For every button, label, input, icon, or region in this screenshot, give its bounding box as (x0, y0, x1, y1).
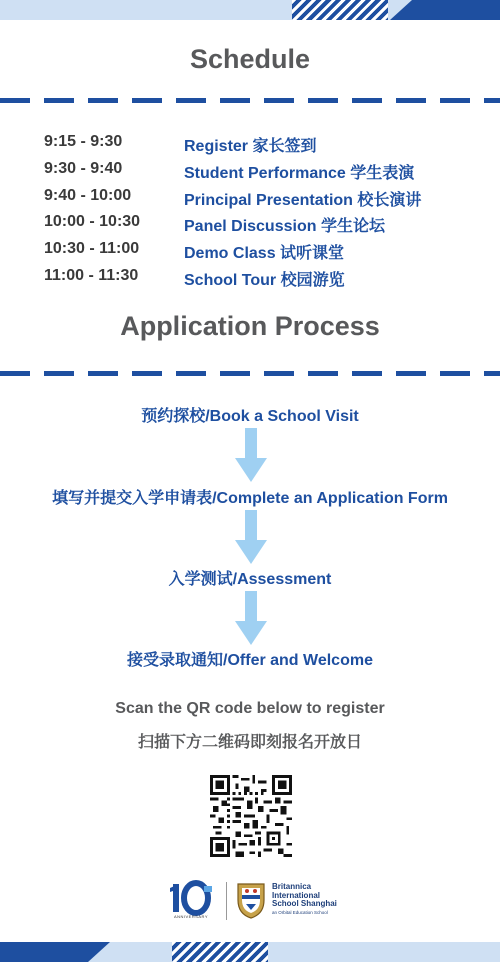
school-name-line: International (272, 890, 321, 900)
school-crest (234, 880, 268, 920)
schedule-time: 9:40 - 10:00 (44, 186, 132, 204)
schedule-title: Schedule (189, 44, 311, 74)
top-dark-block (390, 0, 500, 20)
schedule-event: Student Performance 学生表演 (184, 164, 415, 182)
schedule-time: 10:30 - 11:00 (44, 240, 140, 258)
bottom-decorative-band (0, 942, 500, 962)
down-arrow-icon (235, 591, 267, 645)
schedule-time: 10:00 - 10:30 (44, 213, 141, 231)
schedule-event: Demo Class 试听课堂 (184, 245, 345, 263)
qr-code[interactable] (210, 775, 292, 857)
down-arrow-icon (235, 428, 267, 482)
schedule-event: Register 家长签到 (184, 138, 317, 155)
application-step: 入学测试/Assessment (168, 571, 332, 588)
anniversary-label: ANNIVERSARY (173, 914, 209, 919)
application-step: 填写并提交入学申请表/Complete an Application Form (52, 490, 448, 507)
schedule-event: Principal Presentation 校长演讲 (184, 191, 422, 209)
schedule-event: School Tour 校园游览 (184, 271, 345, 289)
schedule-item (0, 187, 500, 214)
logo-divider (226, 882, 227, 920)
schedule-divider (0, 98, 500, 103)
application-step: 预约探校/Book a School Visit (141, 408, 359, 425)
schedule-item (0, 267, 500, 294)
schedule-time: 11:00 - 11:30 (44, 266, 139, 284)
schedule-time: 9:30 - 9:40 (44, 159, 123, 177)
schedule-item (0, 240, 500, 267)
school-tagline: an Orbital Education School (272, 910, 328, 915)
schedule-list (0, 133, 500, 294)
schedule-item (0, 213, 500, 240)
top-decorative-band (0, 0, 500, 20)
school-name-line: School Shanghai (272, 899, 337, 908)
bottom-stripe-pattern (172, 942, 268, 962)
register-prompt-cn: 扫描下方二维码即刻报名开放日 (137, 734, 362, 751)
down-arrow-icon (235, 510, 267, 564)
register-prompt-en: Scan the QR code below to register (115, 700, 385, 717)
schedule-item (0, 133, 500, 160)
bottom-dark-block (0, 942, 110, 962)
school-name (272, 883, 337, 909)
school-name-line: Britannica (272, 882, 312, 891)
application-title: Application Process (120, 311, 380, 341)
top-stripe-pattern (292, 0, 388, 20)
schedule-event: Panel Discussion 学生论坛 (184, 218, 385, 236)
schedule-item (0, 160, 500, 187)
application-step: 接受录取通知/Offer and Welcome (127, 652, 373, 669)
schedule-time: 9:15 - 9:30 (44, 133, 123, 150)
application-divider (0, 371, 500, 376)
